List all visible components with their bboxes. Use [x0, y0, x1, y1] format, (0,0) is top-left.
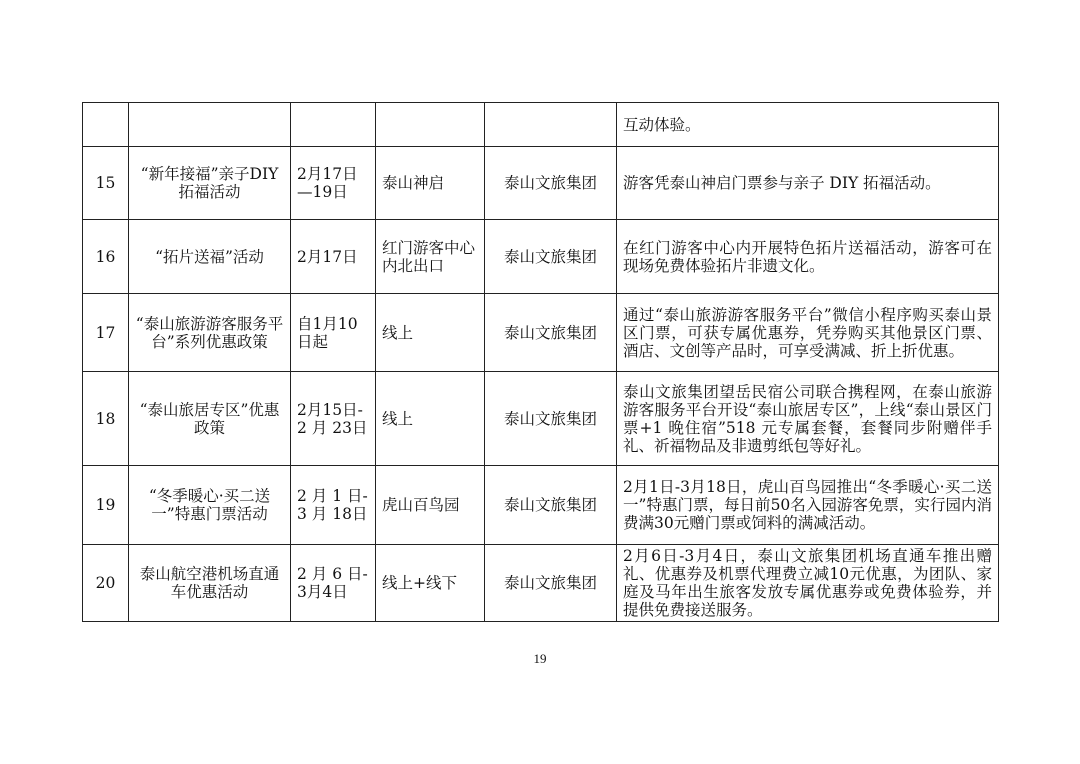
activity-description: 游客凭泰山神启门票参与亲子 DIY 拓福活动。: [617, 147, 999, 220]
table-row: [83, 220, 999, 294]
activity-organizer: 泰山文旅集团: [485, 372, 617, 466]
activity-organizer: 泰山文旅集团: [485, 466, 617, 545]
activity-place: [376, 103, 485, 147]
row-number: 17: [83, 294, 129, 372]
activity-date: 2月15日-2 月 23日: [291, 372, 376, 466]
activity-description: 通过“泰山旅游游客服务平台”微信小程序购买泰山景区门票，可获专属优惠券，凭券购买其他景区门票、酒店、文创等产品时，可享受满减、折上折优惠。: [617, 294, 999, 372]
activity-name: “拓片送福”活动: [129, 220, 291, 294]
activity-date: 自1月10日起: [291, 294, 376, 372]
activity-date: 2 月 6 日-3月4日: [291, 545, 376, 622]
activity-description: 2月1日-3月18日，虎山百鸟园推出“冬季暖心·买二送一”特惠门票，每日前50名入园游客免票，实行园内消费满30元赠门票或饲料的满减活动。: [617, 466, 999, 545]
activity-name: “冬季暖心·买二送一”特惠门票活动: [129, 466, 291, 545]
table-row: [83, 545, 999, 622]
row-number: 19: [83, 466, 129, 545]
activity-place: 红门游客中心内北出口: [376, 220, 485, 294]
activity-name: “泰山旅游游客服务平台”系列优惠政策: [129, 294, 291, 372]
activity-table: [82, 102, 999, 622]
row-number: 18: [83, 372, 129, 466]
activity-organizer: 泰山文旅集团: [485, 294, 617, 372]
table-row: [83, 466, 999, 545]
row-number: [83, 103, 129, 147]
row-number: 16: [83, 220, 129, 294]
activity-place: 线上: [376, 294, 485, 372]
activity-place: 线上+线下: [376, 545, 485, 622]
activity-name: [129, 103, 291, 147]
activity-organizer: 泰山文旅集团: [485, 220, 617, 294]
activity-description: 在红门游客中心内开展特色拓片送福活动，游客可在现场免费体验拓片非遗文化。: [617, 220, 999, 294]
activity-description: 泰山文旅集团望岳民宿公司联合携程网，在泰山旅游游客服务平台开设“泰山旅居专区”，上线“泰山景区门票+1 晚住宿”518 元专属套餐，套餐同步附赠伴手礼、祈福物品及非遗剪纸包等好礼。: [617, 372, 999, 466]
activity-place: 线上: [376, 372, 485, 466]
activity-date: [291, 103, 376, 147]
page-number: 19: [533, 651, 547, 666]
activity-name: 泰山航空港机场直通车优惠活动: [129, 545, 291, 622]
table-row: [83, 294, 999, 372]
table-row: [83, 147, 999, 220]
activity-place: 虎山百鸟园: [376, 466, 485, 545]
table-row: [83, 372, 999, 466]
activity-date: 2 月 1 日-3 月 18日: [291, 466, 376, 545]
activity-name: “新年接福”亲子DIY 拓福活动: [129, 147, 291, 220]
row-number: 15: [83, 147, 129, 220]
activity-organizer: 泰山文旅集团: [485, 545, 617, 622]
table-row: [83, 103, 999, 147]
activity-organizer: 泰山文旅集团: [485, 147, 617, 220]
activity-organizer: [485, 103, 617, 147]
row-number: 20: [83, 545, 129, 622]
activity-date: 2月17日—19日: [291, 147, 376, 220]
activity-place: 泰山神启: [376, 147, 485, 220]
activity-description: 2月6日-3月4日，泰山文旅集团机场直通车推出赠礼、优惠券及机票代理费立减10元优惠，为团队、家庭及马年出生旅客发放专属优惠券或免费体验券，并提供免费接送服务。: [617, 545, 999, 622]
activity-name: “泰山旅居专区”优惠政策: [129, 372, 291, 466]
activity-description: 互动体验。: [617, 103, 999, 147]
activity-date: 2月17日: [291, 220, 376, 294]
